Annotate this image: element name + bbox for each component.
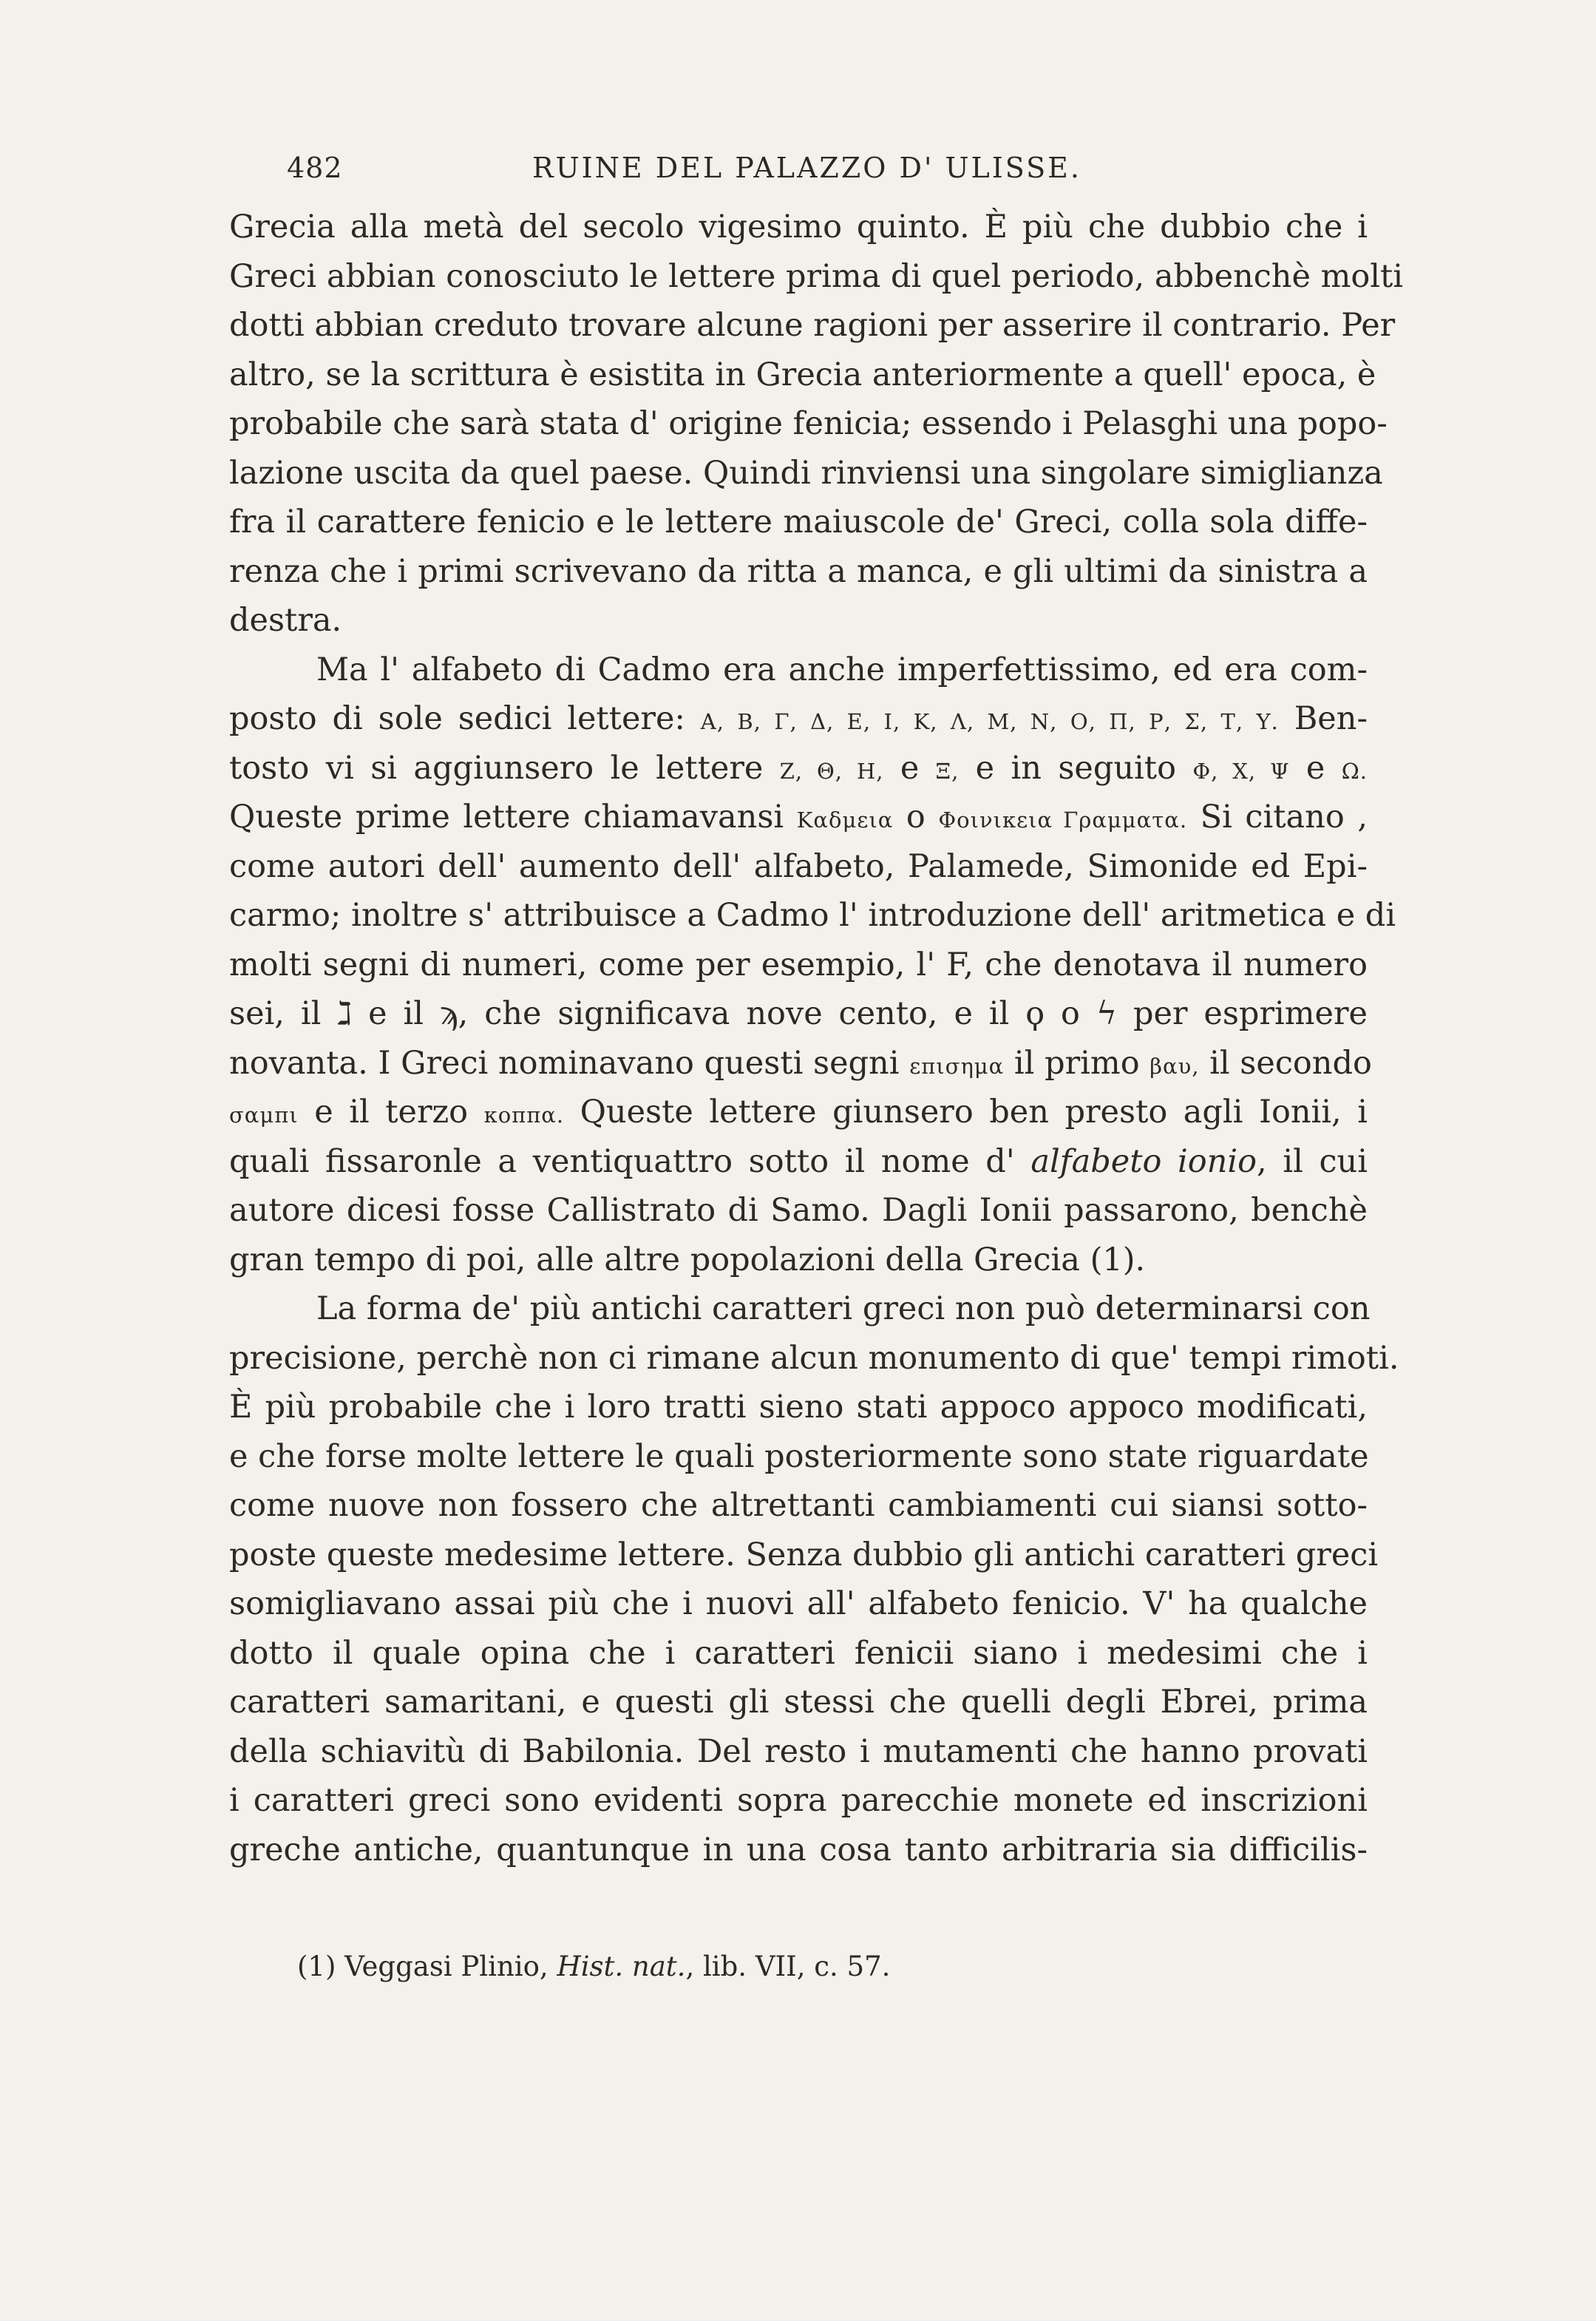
text-segment: Queste lettere giunsero ben presto agli Ionii, i (564, 1094, 1368, 1131)
text-segment: , il cui (1257, 1142, 1368, 1180)
body-text (229, 203, 1404, 1874)
text-line: carmo; inoltre s' attribuisce a Cadmo l' introduzione dell' aritmetica e di (229, 897, 1396, 934)
text-line: precisione, perchè non ci rimane alcun monumento di que' tempi rimoti. (229, 1339, 1399, 1377)
text-segment: Ben- (1278, 700, 1368, 737)
text-line: dotti abbian creduto trovare alcune ragioni per asserire il contrario. Per (229, 307, 1396, 344)
text-line (229, 694, 1368, 744)
text-line: i caratteri greci sono evidenti sopra parecchie monete ed inscrizioni (229, 1782, 1368, 1819)
text-line: fra il carattere fenicio e le lettere maiuscole de' Greci, colla sola diffe- (229, 504, 1368, 541)
text-line (229, 1088, 1368, 1137)
text-line: È più probabile che i loro tratti sieno stati appoco appoco modificati, (229, 1389, 1368, 1426)
text-line: poste queste medesime lettere. Senza dubbio gli antichi caratteri greci (229, 1536, 1379, 1573)
text-line: autore dicesi fosse Callistrato di Samo. Dagli Ionii passarono, benchè (229, 1192, 1368, 1229)
text-segment: e in seguito (959, 749, 1193, 787)
greek-word: επισημα (909, 1053, 1005, 1079)
text-segment: Si citano , (1187, 799, 1368, 836)
text-line: somigliavano assai più che i nuovi all' alfabeto fenicio. V' ha qualche (229, 1585, 1368, 1622)
text-line: molti segni di numeri, come per esempio, l' F, che denotava il numero (229, 946, 1368, 983)
text-line (229, 1039, 1372, 1088)
text-line: destra. (229, 602, 342, 639)
text-line: caratteri samaritani, e questi gli stessi che quelli degli Ebrei, prima (229, 1684, 1368, 1721)
greek-letters: Α, Β, Γ, Δ, Ε, Ι, Κ, Λ, Μ, Ν, Ο, Π, Ρ, Σ, Τ, Υ. (700, 709, 1279, 734)
text-segment: il secondo (1199, 1044, 1372, 1082)
text-line: renza che i primi scrivevano da ritta a manca, e gli ultimi da sinistra a (229, 552, 1368, 590)
text-line (229, 744, 1368, 793)
page-header (244, 152, 1375, 196)
text-line: gran tempo di poi, alle altre popolazioni della Grecia (1). (229, 1241, 1146, 1278)
text-line (229, 793, 1368, 842)
paragraph-start-line: Ma l' alfabeto di Cadmo era anche imperfettissimo, ed era com- (316, 651, 1368, 688)
text-segment: e (1289, 749, 1342, 787)
footnote-text: (1) Veggasi Plinio, (297, 1951, 557, 1982)
greek-word: κοππα. (483, 1102, 565, 1128)
greek-word: βαυ, (1150, 1053, 1200, 1079)
text-line: Grecia alla metà del secolo vigesimo quinto. È più che dubbio che i (229, 209, 1368, 245)
text-line: della schiavitù di Babilonia. Del resto i mutamenti che hanno provati (229, 1732, 1368, 1770)
greek-letters: Ω. (1341, 758, 1368, 784)
paragraph-start-line: La forma de' più antichi caratteri greci non può determinarsi con (316, 1290, 1371, 1327)
text-line: lazione uscita da quel paese. Quindi rinviensi una singolare simiglianza (229, 454, 1383, 492)
text-segment: il primo (1004, 1044, 1150, 1082)
greek-letters: Ζ, Θ, Η, (779, 758, 884, 784)
text-segment: posto di sole sedici lettere: (229, 700, 701, 737)
text-segment: Queste prime lettere chiamavansi (229, 799, 797, 836)
text-segment: e (883, 749, 936, 787)
text-line (229, 1137, 1368, 1187)
greek-word: σαμπι (229, 1102, 299, 1128)
text-segment: quali fissaronle a ventiquattro sotto il nome d' (229, 1142, 1031, 1180)
footnote-text: , lib. VII, c. 57. (685, 1951, 891, 1982)
footnote-italic: Hist. nat. (557, 1951, 686, 1982)
greek-word: Φοινικεια Γραμματα. (938, 807, 1188, 833)
text-line: sei, il ℷ e il ϡ, che significava nove cento, e il ϙ o ϟ per esprimere (229, 995, 1368, 1032)
text-line: dotto il quale opina che i caratteri fenicii siano i medesimi che i (229, 1634, 1368, 1672)
text-line: come autori dell' aumento dell' alfabeto, Palamede, Simonide ed Epi- (229, 847, 1368, 885)
greek-letters: Ξ, (935, 758, 960, 784)
text-line: probabile che sarà stata d' origine fenicia; essendo i Pelasghi una popo- (229, 405, 1388, 442)
running-title: RUINE DEL PALAZZO D' ULISSE. (532, 152, 1081, 184)
greek-word: Καδμεια (796, 807, 894, 833)
greek-letters: Φ, Χ, Ψ (1192, 758, 1290, 784)
page-number: 482 (287, 152, 343, 184)
text-segment: e il terzo (298, 1094, 484, 1131)
text-line: come nuove non fossero che altrettanti cambiamenti cui siansi sotto- (229, 1487, 1368, 1524)
text-segment: tosto vi si aggiunsero le lettere (229, 749, 780, 787)
text-line: altro, se la scrittura è esistita in Grecia anteriormente a quell' epoca, è (229, 356, 1376, 393)
text-segment: o (893, 799, 939, 836)
text-line: e che forse molte lettere le quali posteriormente sono state riguardate (229, 1437, 1369, 1475)
italic-term: alfabeto ionio (1030, 1142, 1257, 1180)
text-segment: novanta. I Greci nominavano questi segni (229, 1044, 910, 1082)
footnote (297, 1951, 890, 1982)
text-line: greche antiche, quantunque in una cosa tanto arbitraria sia difficilis- (229, 1831, 1368, 1868)
text-line: Greci abbian conosciuto le lettere prima di quel periodo, abbenchè molti (229, 257, 1404, 295)
